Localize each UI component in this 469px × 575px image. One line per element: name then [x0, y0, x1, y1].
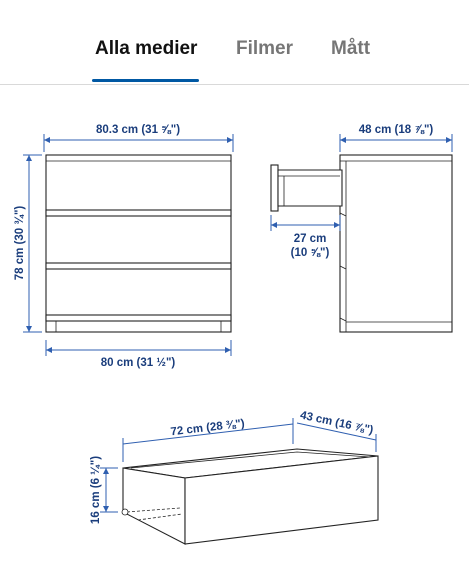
drawer-width-label: 72 cm (28 ⅜")	[169, 417, 246, 439]
base-width-label: 80 cm (31 ½")	[100, 357, 176, 369]
active-tab-indicator	[92, 79, 199, 82]
depth-dimension	[340, 124, 452, 152]
drawer-extension-in-label: (10 ⅝")	[290, 247, 330, 259]
drawer-height-label: 16 cm (6 ¼")	[90, 455, 102, 525]
drawer-extension-cm-label: 27 cm	[293, 233, 327, 245]
tab-all-media[interactable]: Alla medier	[95, 38, 198, 59]
media-tabs	[0, 0, 469, 85]
drawer-depth-dimension	[297, 409, 376, 452]
drawer-extension-dimension	[271, 215, 340, 259]
drawer-perspective-view	[122, 449, 378, 544]
height-label: 78 cm (30 ¾")	[14, 205, 26, 281]
tab-dimensions[interactable]: Mått	[331, 38, 371, 59]
tab-films[interactable]: Filmer	[236, 38, 294, 59]
height-dimension	[14, 155, 42, 332]
dimension-drawing	[0, 85, 469, 575]
top-width-label: 80.3 cm (31 ⅝")	[95, 124, 181, 136]
top-width-dimension	[44, 124, 233, 152]
depth-label: 48 cm (18 ⅞")	[358, 124, 434, 136]
chest-front-view	[46, 155, 231, 332]
base-width-dimension	[46, 340, 231, 369]
drawer-height-dimension	[90, 456, 118, 524]
drawer-depth-label: 43 cm (16 ⅞")	[298, 409, 375, 437]
